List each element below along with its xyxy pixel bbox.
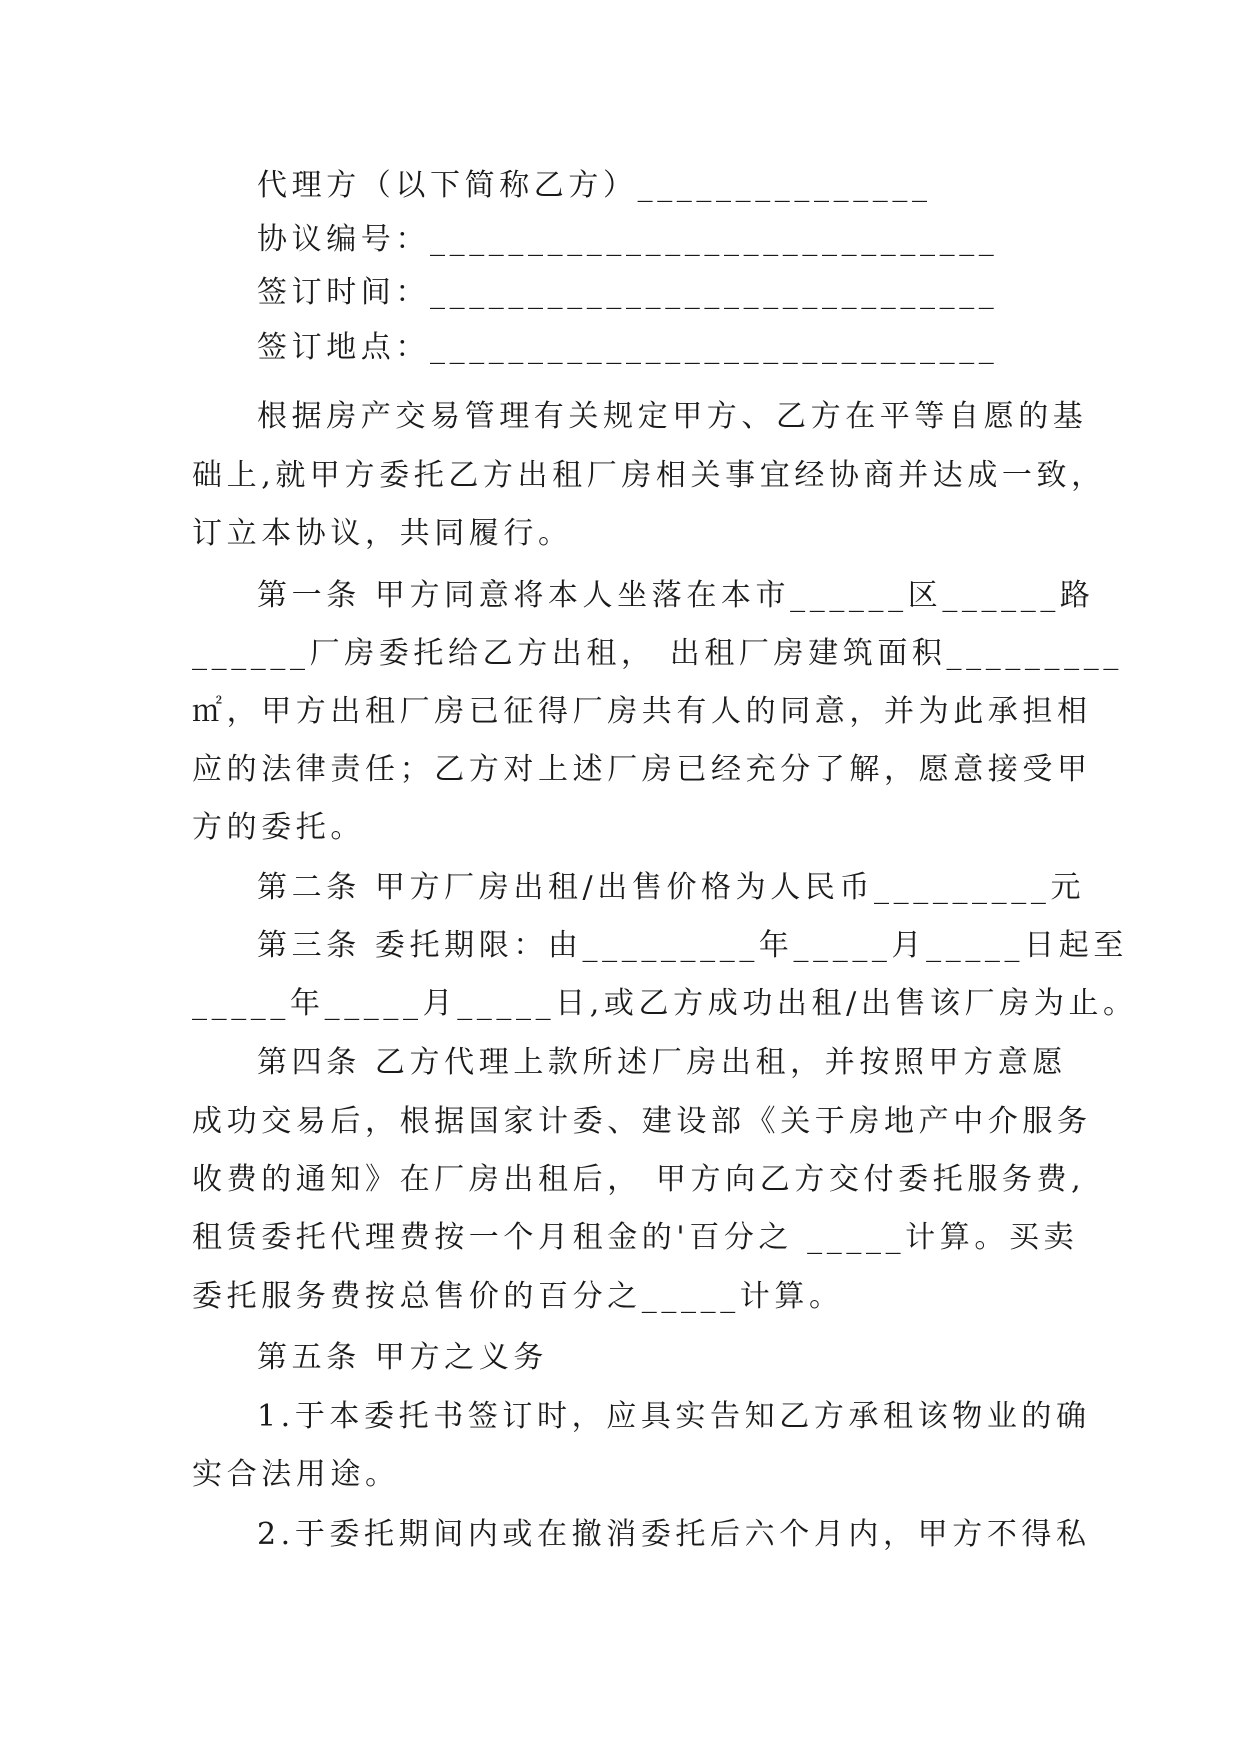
text-line: 代理方（以下简称乙方）_______________ (257, 168, 932, 203)
text-line: 第一条 甲方同意将本人坐落在本市______区______路 (257, 578, 1095, 613)
text-line: 成功交易后，根据国家计委、建设部《关于房地产中介服务 (192, 1104, 1092, 1139)
text-line: 第二条 甲方厂房出租/出售价格为人民币_________元 (257, 870, 1086, 905)
text-line: 第四条 乙方代理上款所述厂房出租，并按照甲方意愿 (257, 1045, 1067, 1080)
text-line: ㎡，甲方出租厂房已征得厂房共有人的同意，并为此承担相 (192, 694, 1092, 729)
text-line: 第五条 甲方之义务 (257, 1340, 548, 1375)
text-line: 协议编号：_____________________________ (257, 222, 999, 257)
text-line: 签订地点：_____________________________ (257, 330, 999, 365)
text-line: 础上,就甲方委托乙方出租厂房相关事宜经协商并达成一致， (192, 458, 1106, 493)
text-line: 签订时间：_____________________________ (257, 275, 999, 310)
text-line: 委托服务费按总售价的百分之_____计算。 (192, 1279, 844, 1314)
text-line: 订立本协议，共同履行。 (192, 516, 573, 551)
text-line: 1.于本委托书签订时，应具实告知乙方承租该物业的确 (257, 1399, 1091, 1434)
text-line: _____年_____月_____日,或乙方成功出租/出售该厂房为止。 (192, 986, 1138, 1021)
text-line: 2.于委托期间内或在撤消委托后六个月内，甲方不得私 (257, 1517, 1091, 1552)
text-line: 根据房产交易管理有关规定甲方、乙方在平等自愿的基 (257, 399, 1088, 434)
text-line: 应的法律责任；乙方对上述厂房已经充分了解，愿意接受甲 (192, 752, 1092, 787)
text-line: 实合法用途。 (192, 1457, 400, 1492)
text-line: 租赁委托代理费按一个月租金的'百分之 _____计算。买卖 (192, 1220, 1079, 1255)
text-line: 收费的通知》在厂房出租后， 甲方向乙方交付委托服务费, (192, 1162, 1086, 1197)
text-line: 第三条 委托期限：由_________年_____月_____日起至 (257, 928, 1128, 963)
text-line: ______厂房委托给乙方出租， 出租厂房建筑面积_________ (192, 636, 1123, 671)
text-line: 方的委托。 (192, 810, 365, 845)
